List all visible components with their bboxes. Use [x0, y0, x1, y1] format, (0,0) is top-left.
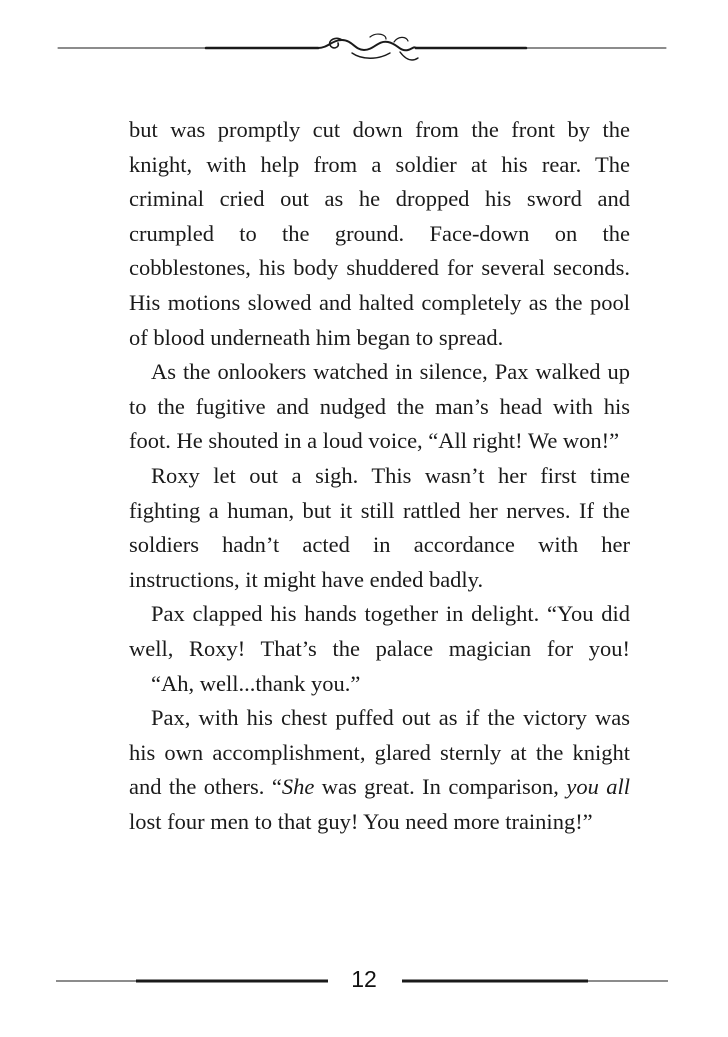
- text-run: but was promptly cut down from the front by the knight, with help from a soldier at his rear. The criminal cried out as he dropped his sword and crumpled to the ground. Face-down on the cobblestones, his body shuddered for several seconds. His motions slowed and halted completely as the pool of blood underneath him began to spread.: [129, 117, 630, 350]
- page-number: 12: [351, 966, 377, 992]
- italic-text: She: [281, 774, 315, 800]
- paragraph: [129, 355, 630, 459]
- footer-rule-left: [56, 979, 328, 983]
- text-run: Roxy let out a sigh. This wasn’t her first time fighting a human, but it still rattled her nerves. If the soldiers hadn’t acted in accordance with her instructions, it might have ended badly.: [129, 462, 630, 592]
- paragraph: [129, 459, 630, 597]
- header-ornament: [56, 28, 668, 68]
- body-text: [129, 113, 630, 839]
- paragraph: [129, 701, 630, 839]
- italic-text: you all: [566, 774, 630, 800]
- flourish-scroll-icon: [58, 34, 666, 60]
- paragraph: [129, 113, 630, 355]
- text-run: was great. In comparison,: [314, 774, 567, 800]
- paragraph: [129, 597, 630, 666]
- text-run: Pax clapped his hands together in delight. “You did well, Roxy! That’s the palace magician for you!: [129, 601, 630, 661]
- text-run: As the onlookers watched in silence, Pax walked up to the fugitive and nudged the man’s head with his foot. He shouted in a loud voice, “All right! We won!”: [129, 359, 630, 454]
- footer-rule-right: [402, 979, 668, 983]
- paragraph: [129, 667, 630, 702]
- text-run: lost four men to that guy! You need more training!”: [129, 808, 593, 834]
- text-run: “Ah, well...thank you.”: [151, 670, 361, 696]
- text-run: Pax, with his chest puffed out as if the victory was his own accomplishment, glared sternly at the knight and the others. “: [129, 705, 630, 800]
